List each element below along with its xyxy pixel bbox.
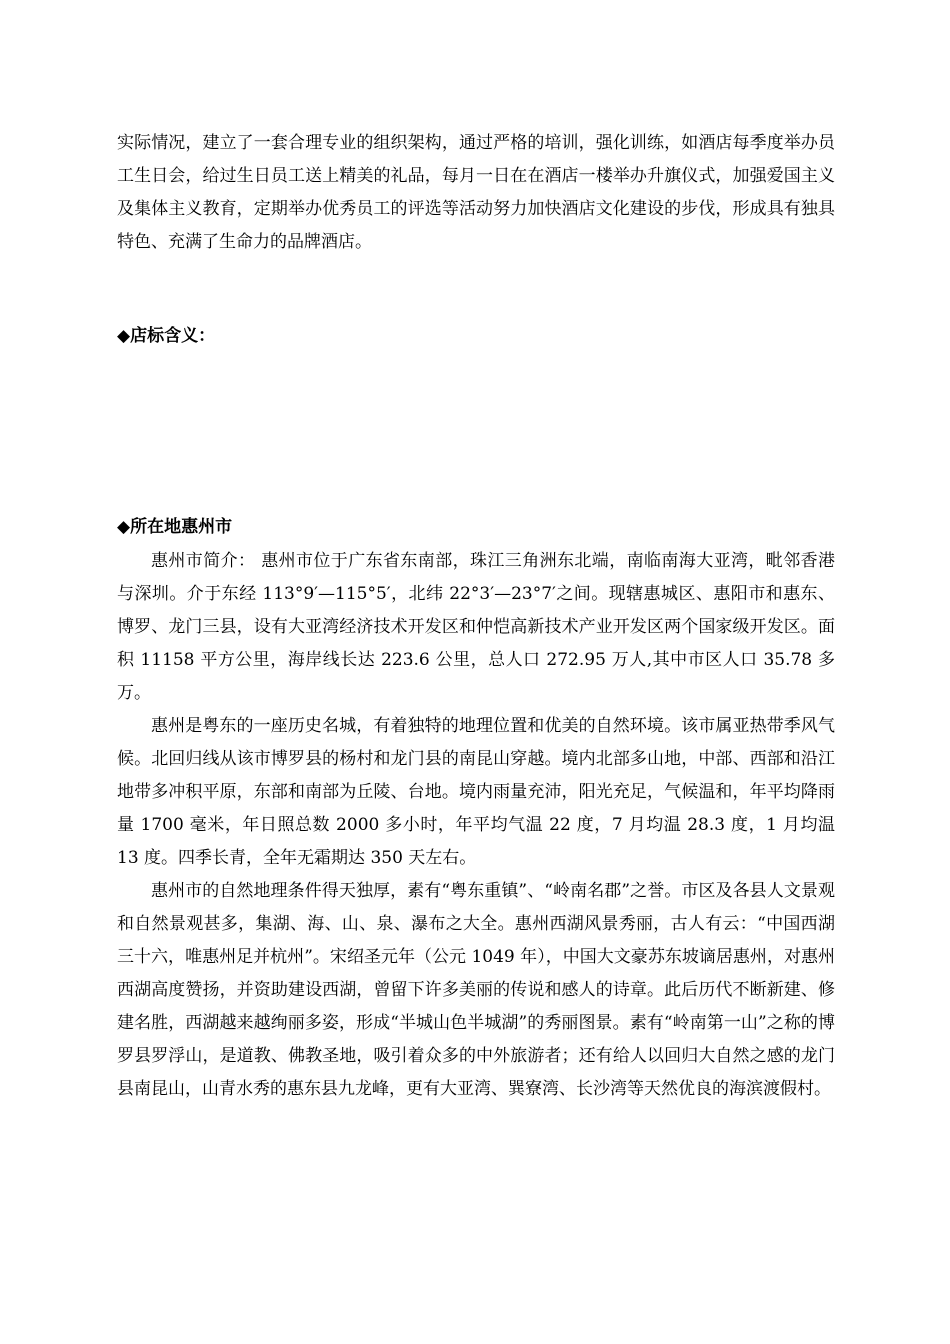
city-climate-paragraph: 惠州是粤东的一座历史名城，有着独特的地理位置和优美的自然环境。该市属亚热带季风气候。北回归线从该市博罗县的杨村和龙门县的南昆山穿越。境内北部多山地，中部、西部和沿江地带多冲积平原，东部和南部为丘陵、台地。境内雨量充沛，阳光充足，气候温和，年平均降雨量 1700 毫米，年日照总数 2000 多小时，年平均气温 22 度，7 月均温 28.3 度，1 月均温 13 度。四季长青，全年无霜期达 350 天左右。 [117, 716, 835, 868]
intro-section [117, 127, 835, 259]
logo-meaning-heading: ◆店标含义： [117, 326, 216, 346]
city-scenery-paragraph: 惠州市的自然地理条件得天独厚，素有“粤东重镇”、“岭南名郡”之誉。市区及各县人文景观和自然景观甚多，集湖、海、山、泉、瀑布之大全。惠州西湖风景秀丽，古人有云：“中国西湖三十六，唯惠州足并杭州”。宋绍圣元年（公元 1049 年），中国大文豪苏东坡谪居惠州，对惠州西湖高度赞扬，并资助建设西湖，曾留下许多美丽的传说和感人的诗章。此后历代不断新建、修建名胜，西湖越来越绚丽多姿，形成“半城山色半城湖”的秀丽图景。素有“岭南第一山”之称的博罗县罗浮山，是道教、佛教圣地，吸引着众多的中外旅游者；还有给人以回归大自然之感的龙门县南昆山，山青水秀的惠东县九龙峰，更有大亚湾、巽寮湾、长沙湾等天然优良的海滨渡假村。 [117, 881, 835, 1099]
city-heading: ◆所在地惠州市 [117, 517, 233, 537]
city-intro-paragraph: 惠州市简介： 惠州市位于广东省东南部，珠江三角洲东北端，南临南海大亚湾，毗邻香港与深圳。介于东经 113°9′—115°5′，北纬 22°3′—23°7′之间。现辖惠城区、惠阳市和惠东、博罗、龙门三县，设有大亚湾经济技术开发区和仲恺高新技术产业开发区两个国家级开发区。面积 11158 平方公里，海岸线长达 223.6 公里，总人口 272.95 万人,其中市区人口 35.78 多万。 [117, 551, 835, 703]
city-section [117, 545, 835, 1106]
intro-paragraph: 实际情况，建立了一套合理专业的组织架构，通过严格的培训，强化训练，如酒店每季度举办员工生日会，给过生日员工送上精美的礼品，每月一日在在酒店一楼举办升旗仪式，加强爱国主义及集体主义教育，定期举办优秀员工的评选等活动努力加快酒店文化建设的步伐，形成具有独具特色、充满了生命力的品牌酒店。 [117, 133, 835, 252]
